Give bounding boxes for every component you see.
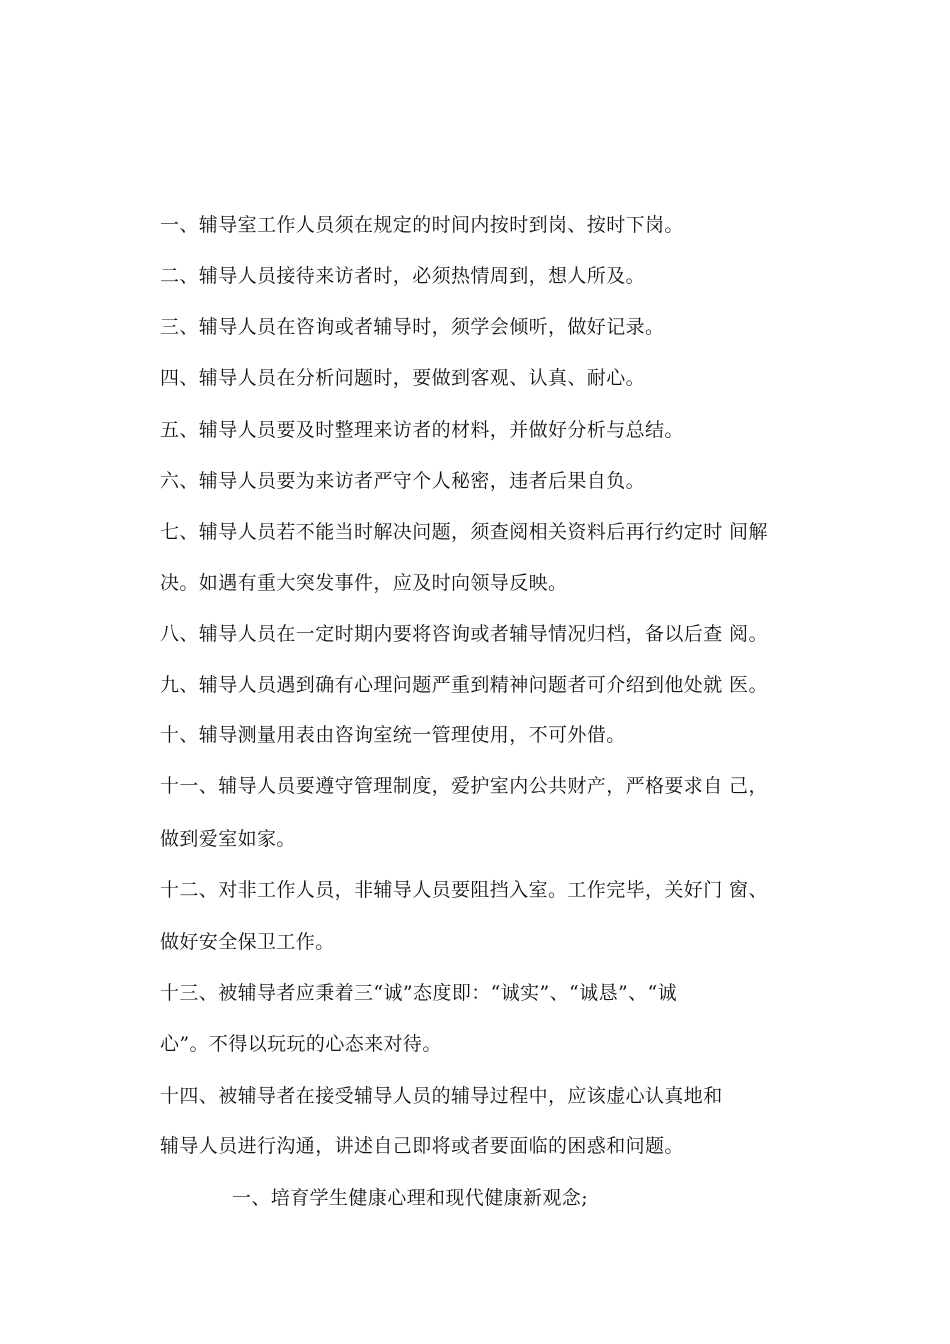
rule-line-12b: 做好安全保卫工作。 bbox=[160, 931, 335, 953]
rule-line-3: 三、辅导人员在咨询或者辅导时，须学会倾听，做好记录。 bbox=[160, 316, 665, 338]
rule-line-8: 八、辅导人员在一定时期内要将咨询或者辅导情况归档，备以后查 阅。 bbox=[160, 623, 768, 645]
rule-line-2: 二、辅导人员接待来访者时，必须热情周到，想人所及。 bbox=[160, 265, 646, 287]
rule-line-1: 一、辅导室工作人员须在规定的时间内按时到岗、按时下岗。 bbox=[160, 214, 684, 236]
section-line-1: 一、培育学生健康心理和现代健康新观念; bbox=[232, 1187, 589, 1209]
rule-line-14a: 十四、被辅导者在接受辅导人员的辅导过程中，应该虚心认真地和 bbox=[160, 1085, 723, 1107]
rule-line-9: 九、辅导人员遇到确有心理问题严重到精神问题者可介绍到他处就 医。 bbox=[160, 674, 768, 696]
rule-line-11b: 做到爱室如家。 bbox=[160, 828, 296, 850]
rule-line-13a: 十三、被辅导者应秉着三“诚”态度即：“诚实”、“诚恳”、“诚 bbox=[160, 982, 677, 1004]
rule-line-7b: 决。如遇有重大突发事件，应及时向领导反映。 bbox=[160, 572, 568, 594]
rule-line-11a: 十一、辅导人员要遵守管理制度，爱护室内公共财产，严格要求自 己， bbox=[160, 775, 768, 797]
rule-line-6: 六、辅导人员要为来访者严守个人秘密，违者后果自负。 bbox=[160, 470, 646, 492]
rule-line-13b: 心”。不得以玩玩的心态来对待。 bbox=[160, 1033, 442, 1055]
rule-line-5: 五、辅导人员要及时整理来访者的材料，并做好分析与总结。 bbox=[160, 419, 684, 441]
rule-line-12a: 十二、对非工作人员，非辅导人员要阻挡入室。工作完毕，关好门 窗、 bbox=[160, 879, 768, 901]
rule-line-4: 四、辅导人员在分析问题时，要做到客观、认真、耐心。 bbox=[160, 367, 646, 389]
rule-line-10: 十、辅导测量用表由咨询室统一管理使用，不可外借。 bbox=[160, 724, 626, 746]
rule-line-7a: 七、辅导人员若不能当时解决问题，须查阅相关资料后再行约定时 间解 bbox=[160, 521, 768, 543]
rule-line-14b: 辅导人员进行沟通，讲述自己即将或者要面临的困惑和问题。 bbox=[160, 1135, 684, 1157]
